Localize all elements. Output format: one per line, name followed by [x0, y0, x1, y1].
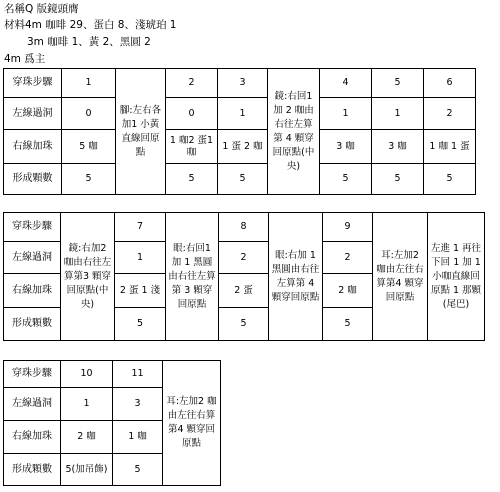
row-label-count: 形成顆數: [4, 454, 61, 486]
step-cell: 8: [219, 213, 269, 242]
instruction-cell: 耳:左加2 咖由左往右算第4 顆穿回原點: [163, 361, 221, 486]
count-cell: 5: [62, 164, 116, 195]
step-cell: 2: [166, 69, 218, 98]
row-label-right: 右線加珠: [4, 130, 62, 164]
right-cell: 3 咖: [372, 130, 424, 164]
right-cell: 2 蛋 1 淺: [115, 274, 166, 308]
step-cell: 3: [218, 69, 268, 98]
step-cell: 10: [61, 361, 113, 388]
left-cell: 3: [113, 388, 163, 421]
instruction-cell: 鏡:右加2 咖由右往左算第3 顆穿回原點(中央): [61, 213, 115, 341]
instruction-cell: 鏡:右回1 加 2 咖由右往左算第 4 顆穿回原點(中央): [268, 69, 320, 195]
count-cell: 5: [424, 164, 476, 195]
right-cell: 1 咖 1 蛋: [424, 130, 476, 164]
right-cell: 2 咖: [61, 421, 113, 454]
step-cell: 6: [424, 69, 476, 98]
instruction-cell: 腳:左右各加1 小黃直線回原點: [116, 69, 166, 195]
row-label-count: 形成顆數: [4, 308, 61, 341]
count-cell: 5: [323, 308, 373, 341]
right-cell: 3 咖: [320, 130, 372, 164]
count-cell: 5(加吊飾): [61, 454, 113, 486]
left-cell: 2: [424, 98, 476, 130]
step-table-2: [3, 212, 485, 341]
right-cell: 2 咖: [323, 274, 373, 308]
row-label-step: 穿珠步驟: [4, 213, 61, 242]
count-cell: 5: [218, 164, 268, 195]
materials-line-2: 3m 咖啡 1、黃 2、黑圓 2: [27, 36, 151, 48]
count-cell: 5: [115, 308, 166, 341]
left-cell: 2: [323, 242, 373, 274]
row-label-right: 右線加珠: [4, 421, 61, 454]
left-cell: 2: [219, 242, 269, 274]
step-cell: 1: [62, 69, 116, 98]
right-cell: 2 蛋: [219, 274, 269, 308]
row-label-step: 穿珠步驟: [4, 361, 61, 388]
left-cell: 0: [166, 98, 218, 130]
instruction-cell: 眼:右回1 加 1 黑圓由右往左算第 3 顆穿回原點: [166, 213, 219, 341]
left-cell: 1: [372, 98, 424, 130]
row-label-left: 左線過洞: [4, 388, 61, 421]
step-cell: 9: [323, 213, 373, 242]
count-cell: 5: [166, 164, 218, 195]
right-cell: 1 蛋 2 咖: [218, 130, 268, 164]
step-table-3: [3, 360, 221, 486]
row-label-count: 形成顆數: [4, 164, 62, 195]
row-label-left: 左線過洞: [4, 98, 62, 130]
count-cell: 5: [320, 164, 372, 195]
left-cell: 1: [218, 98, 268, 130]
pattern-title: 名稱Q 版鏡頭膺: [4, 3, 79, 15]
main-bead-note: 4m 爲主: [4, 53, 46, 65]
step-cell: 7: [115, 213, 166, 242]
instruction-cell: 左進 1 再往下回 1 加 1 小咖直線回原點 1 那顆(尾巴): [428, 213, 485, 341]
instruction-cell: 眼:右加 1 黑圓由右往左算第 4 顆穿回原點: [269, 213, 323, 341]
instruction-cell: 耳:左加2 咖由左往右算第4 顆穿回原點: [373, 213, 428, 341]
right-cell: 5 咖: [62, 130, 116, 164]
step-cell: 11: [113, 361, 163, 388]
left-cell: 1: [320, 98, 372, 130]
step-table-1: [3, 68, 476, 195]
row-label-step: 穿珠步驟: [4, 69, 62, 98]
left-cell: 1: [115, 242, 166, 274]
count-cell: 5: [372, 164, 424, 195]
left-cell: 1: [61, 388, 113, 421]
right-cell: 1 咖2 蛋1 咖: [166, 130, 218, 164]
row-label-left: 左線過洞: [4, 242, 61, 274]
step-cell: 5: [372, 69, 424, 98]
right-cell: 1 咖: [113, 421, 163, 454]
materials-line-1: 材料4m 咖啡 29、蛋白 8、淺琥珀 1: [4, 19, 177, 31]
count-cell: 5: [113, 454, 163, 486]
left-cell: 0: [62, 98, 116, 130]
count-cell: 5: [219, 308, 269, 341]
row-label-right: 右線加珠: [4, 274, 61, 308]
step-cell: 4: [320, 69, 372, 98]
